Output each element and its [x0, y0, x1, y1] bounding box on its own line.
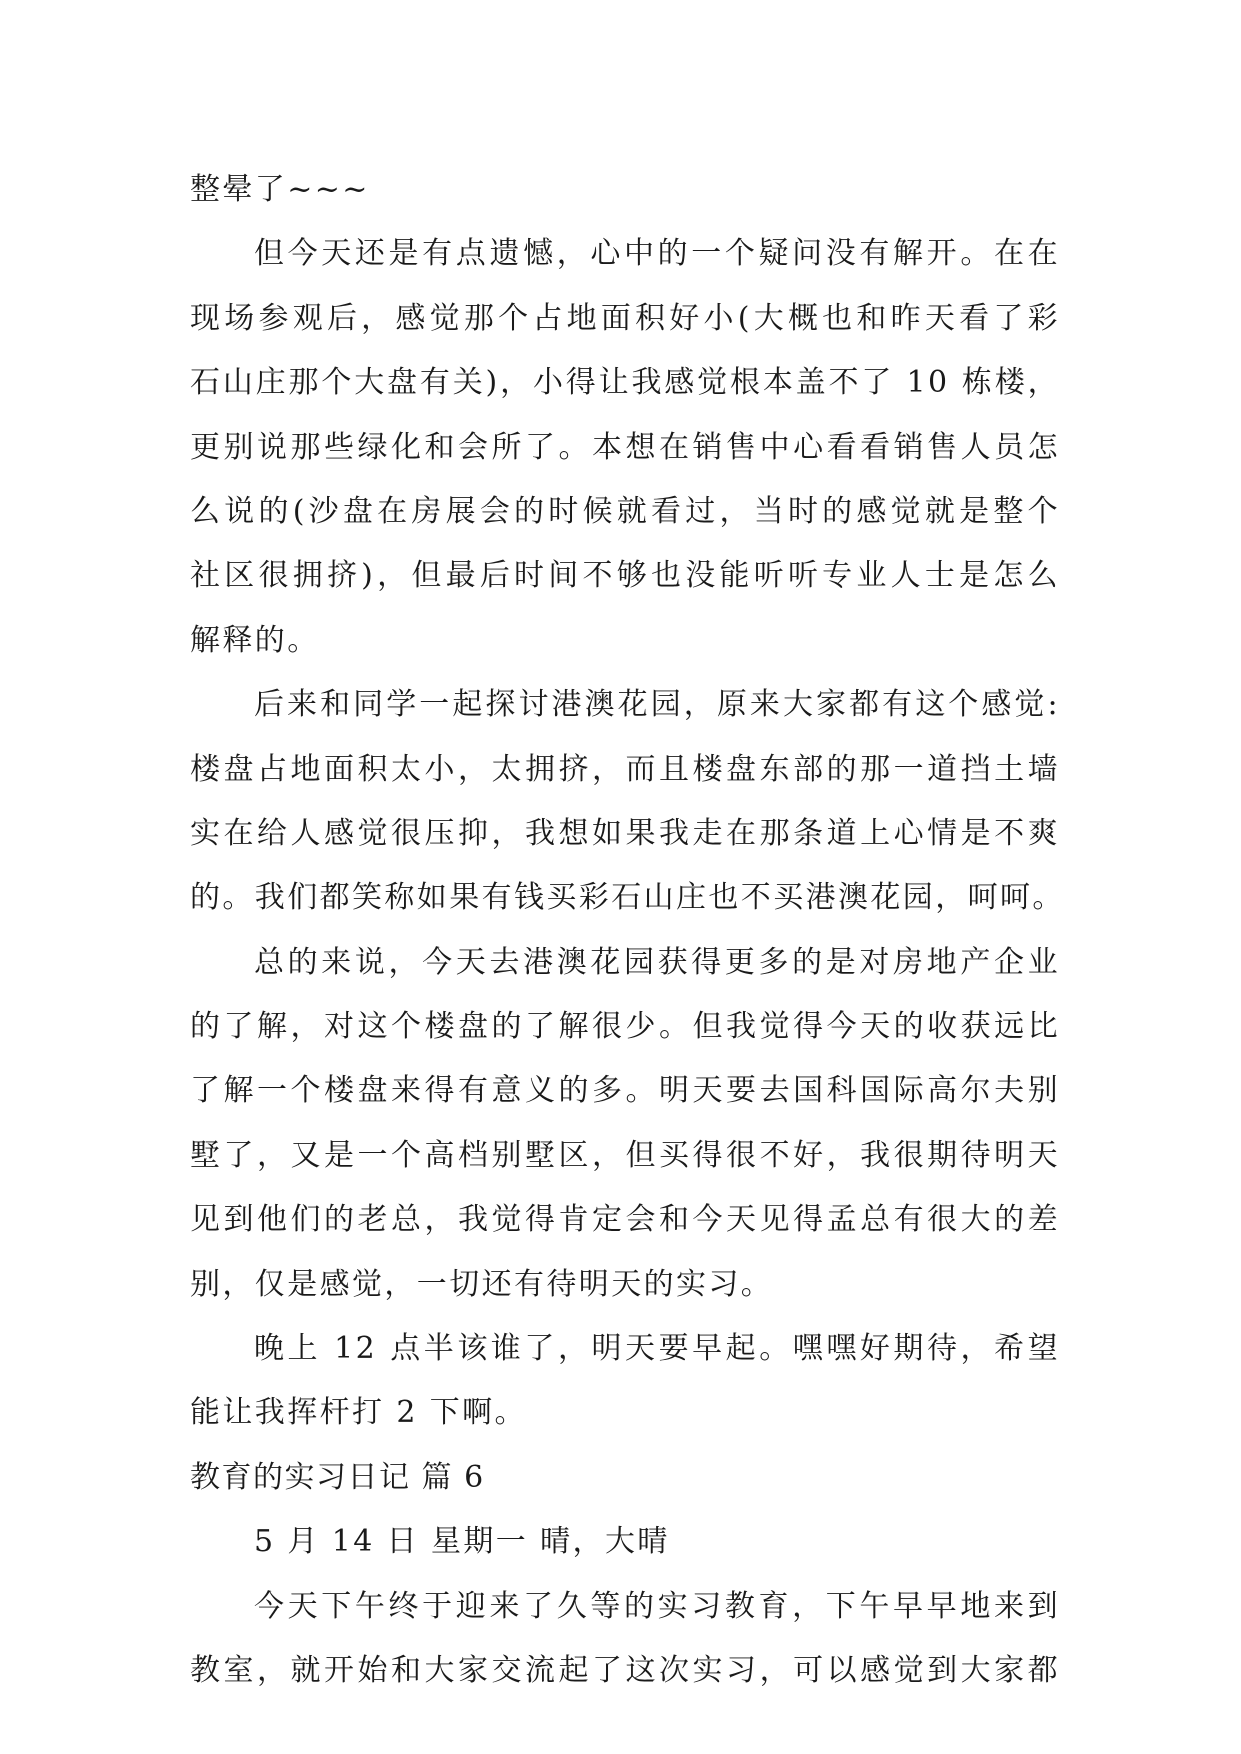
text-line: 现场参观后，感觉那个占地面积好小(大概也和昨天看了彩 — [190, 300, 1060, 336]
text-line: 的。我们都笑称如果有钱买彩石山庄也不买港澳花园，呵呵。 — [190, 880, 1065, 916]
document-body — [190, 158, 1065, 1703]
text-line: 整晕了~~~ — [190, 172, 370, 207]
text-line: 能让我挥杆打 2 下啊。 — [190, 1395, 527, 1431]
text-line: 见到他们的老总，我觉得肯定会和今天见得孟总有很大的差 — [190, 1202, 1060, 1238]
paragraph-start-line: 今天下午终于迎来了久等的实习教育，下午早早地来到 — [254, 1588, 1060, 1624]
text-line: 石山庄那个大盘有关)，小得让我感觉根本盖不了 10 栋楼， — [190, 365, 1060, 401]
paragraph-start-line: 但今天还是有点遗憾，心中的一个疑问没有解开。在在 — [254, 236, 1060, 272]
text-line: 么说的(沙盘在房展会的时候就看过，当时的感觉就是整个 — [190, 493, 1060, 529]
text-line: 社区很拥挤)，但最后时间不够也没能听听专业人士是怎么 — [190, 558, 1060, 594]
text-line: 墅了，又是一个高档别墅区，但买得很不好，我很期待明天 — [190, 1137, 1060, 1173]
text-line: 解释的。 — [190, 622, 320, 658]
text-line: 教室，就开始和大家交流起了这次实习，可以感觉到大家都 — [190, 1652, 1060, 1688]
text-line: 的了解，对这个楼盘的了解很少。但我觉得今天的收获远比 — [190, 1009, 1060, 1045]
paragraph-start-line: 后来和同学一起探讨港澳花园，原来大家都有这个感觉: — [254, 687, 1060, 723]
text-line: 别，仅是感觉，一切还有待明天的实习。 — [190, 1266, 774, 1302]
section-heading: 教育的实习日记 篇 6 — [190, 1459, 485, 1495]
text-line: 更别说那些绿化和会所了。本想在销售中心看看销售人员怎 — [190, 429, 1060, 465]
text-line: 楼盘占地面积太小，太拥挤，而且楼盘东部的那一道挡土墙 — [190, 751, 1060, 787]
text-line: 实在给人感觉很压抑，我想如果我走在那条道上心情是不爽 — [190, 815, 1060, 851]
text-line: 了解一个楼盘来得有意义的多。明天要去国科国际高尔夫别 — [190, 1073, 1060, 1109]
diary-date-line: 5 月 14 日 星期一 晴，大晴 — [254, 1524, 670, 1560]
paragraph-start-line: 晚上 12 点半该谁了，明天要早起。嘿嘿好期待，希望 — [254, 1331, 1060, 1367]
paragraph-start-line: 总的来说，今天去港澳花园获得更多的是对房地产企业 — [254, 944, 1060, 980]
